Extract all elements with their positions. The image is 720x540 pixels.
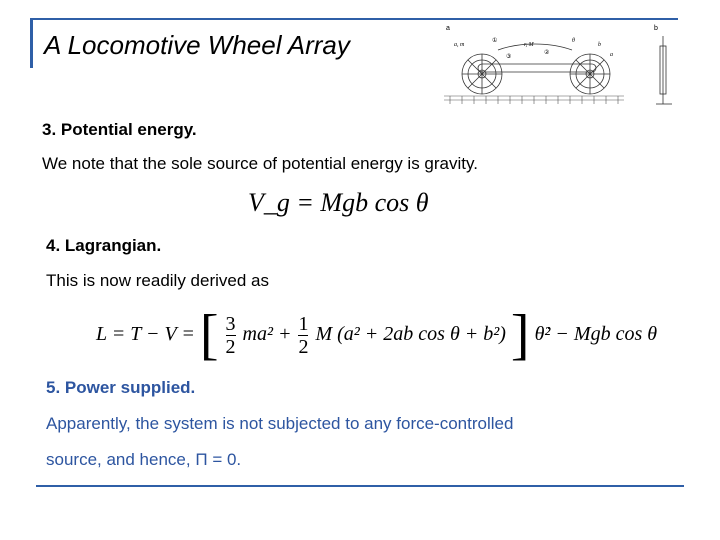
section3-heading: 3. Potential energy. [42,120,197,139]
figure-label-b: b [654,25,658,32]
equation-vg: V_g = Mgb cos θ [248,188,429,217]
figure-label-2: ② [544,49,550,56]
fraction-3-2-den: 2 [225,335,236,358]
section3-text: We note that the sole source of potential energy is gravity. [42,154,478,173]
side-view-icon [656,36,672,104]
bracket-open: [ [199,304,219,367]
locomotive-figure [440,20,680,108]
section4-heading: 4. Lagrangian. [46,236,162,255]
lagrangian-term1: ma² + [242,323,292,345]
fraction-1-2-num: 1 [298,312,309,335]
figure-label-theta: θ [572,38,575,44]
fraction-1-2-den: 2 [298,335,309,358]
fraction-1-2 [298,313,308,358]
section5-line2: source, and hence, Π = 0. [46,450,242,469]
section5-heading: 5. Power supplied. [46,378,196,397]
lagrangian-rhs: − Mgb cos θ [555,323,658,345]
frame-bottom-rule [36,485,684,487]
figure-label-3: ③ [506,53,512,60]
fraction-3-2-num: 3 [225,312,236,335]
lagrangian-equation [96,302,657,366]
figure-label-1: ① [492,37,498,44]
wheel-left-icon [462,54,502,94]
wheel-right-icon [570,54,610,94]
frame-left-bar [30,18,33,68]
lagrangian-theta-dot: θ̇² [534,323,551,345]
slide-title: A Locomotive Wheel Array [44,30,350,60]
bracket-close: ] [510,304,530,367]
lagrangian-lhs: L = T − V = [96,323,195,345]
section5-line1: Apparently, the system is not subjected to any force-controlled [46,414,514,433]
figure-label-a: a [446,25,450,32]
figure-label-b-dim: b [598,42,601,48]
figure-label-am: a, m [454,42,465,48]
section4-text: This is now readily derived as [46,271,269,290]
lagrangian-term2: M (a² + 2ab cos θ + b²) [315,323,506,345]
fraction-3-2 [226,313,236,358]
figure-label-a-dim: a [610,52,613,58]
rail-track-icon [444,96,624,104]
figure-label-rm: r, M [524,42,534,48]
potential-energy-equation [248,188,429,218]
